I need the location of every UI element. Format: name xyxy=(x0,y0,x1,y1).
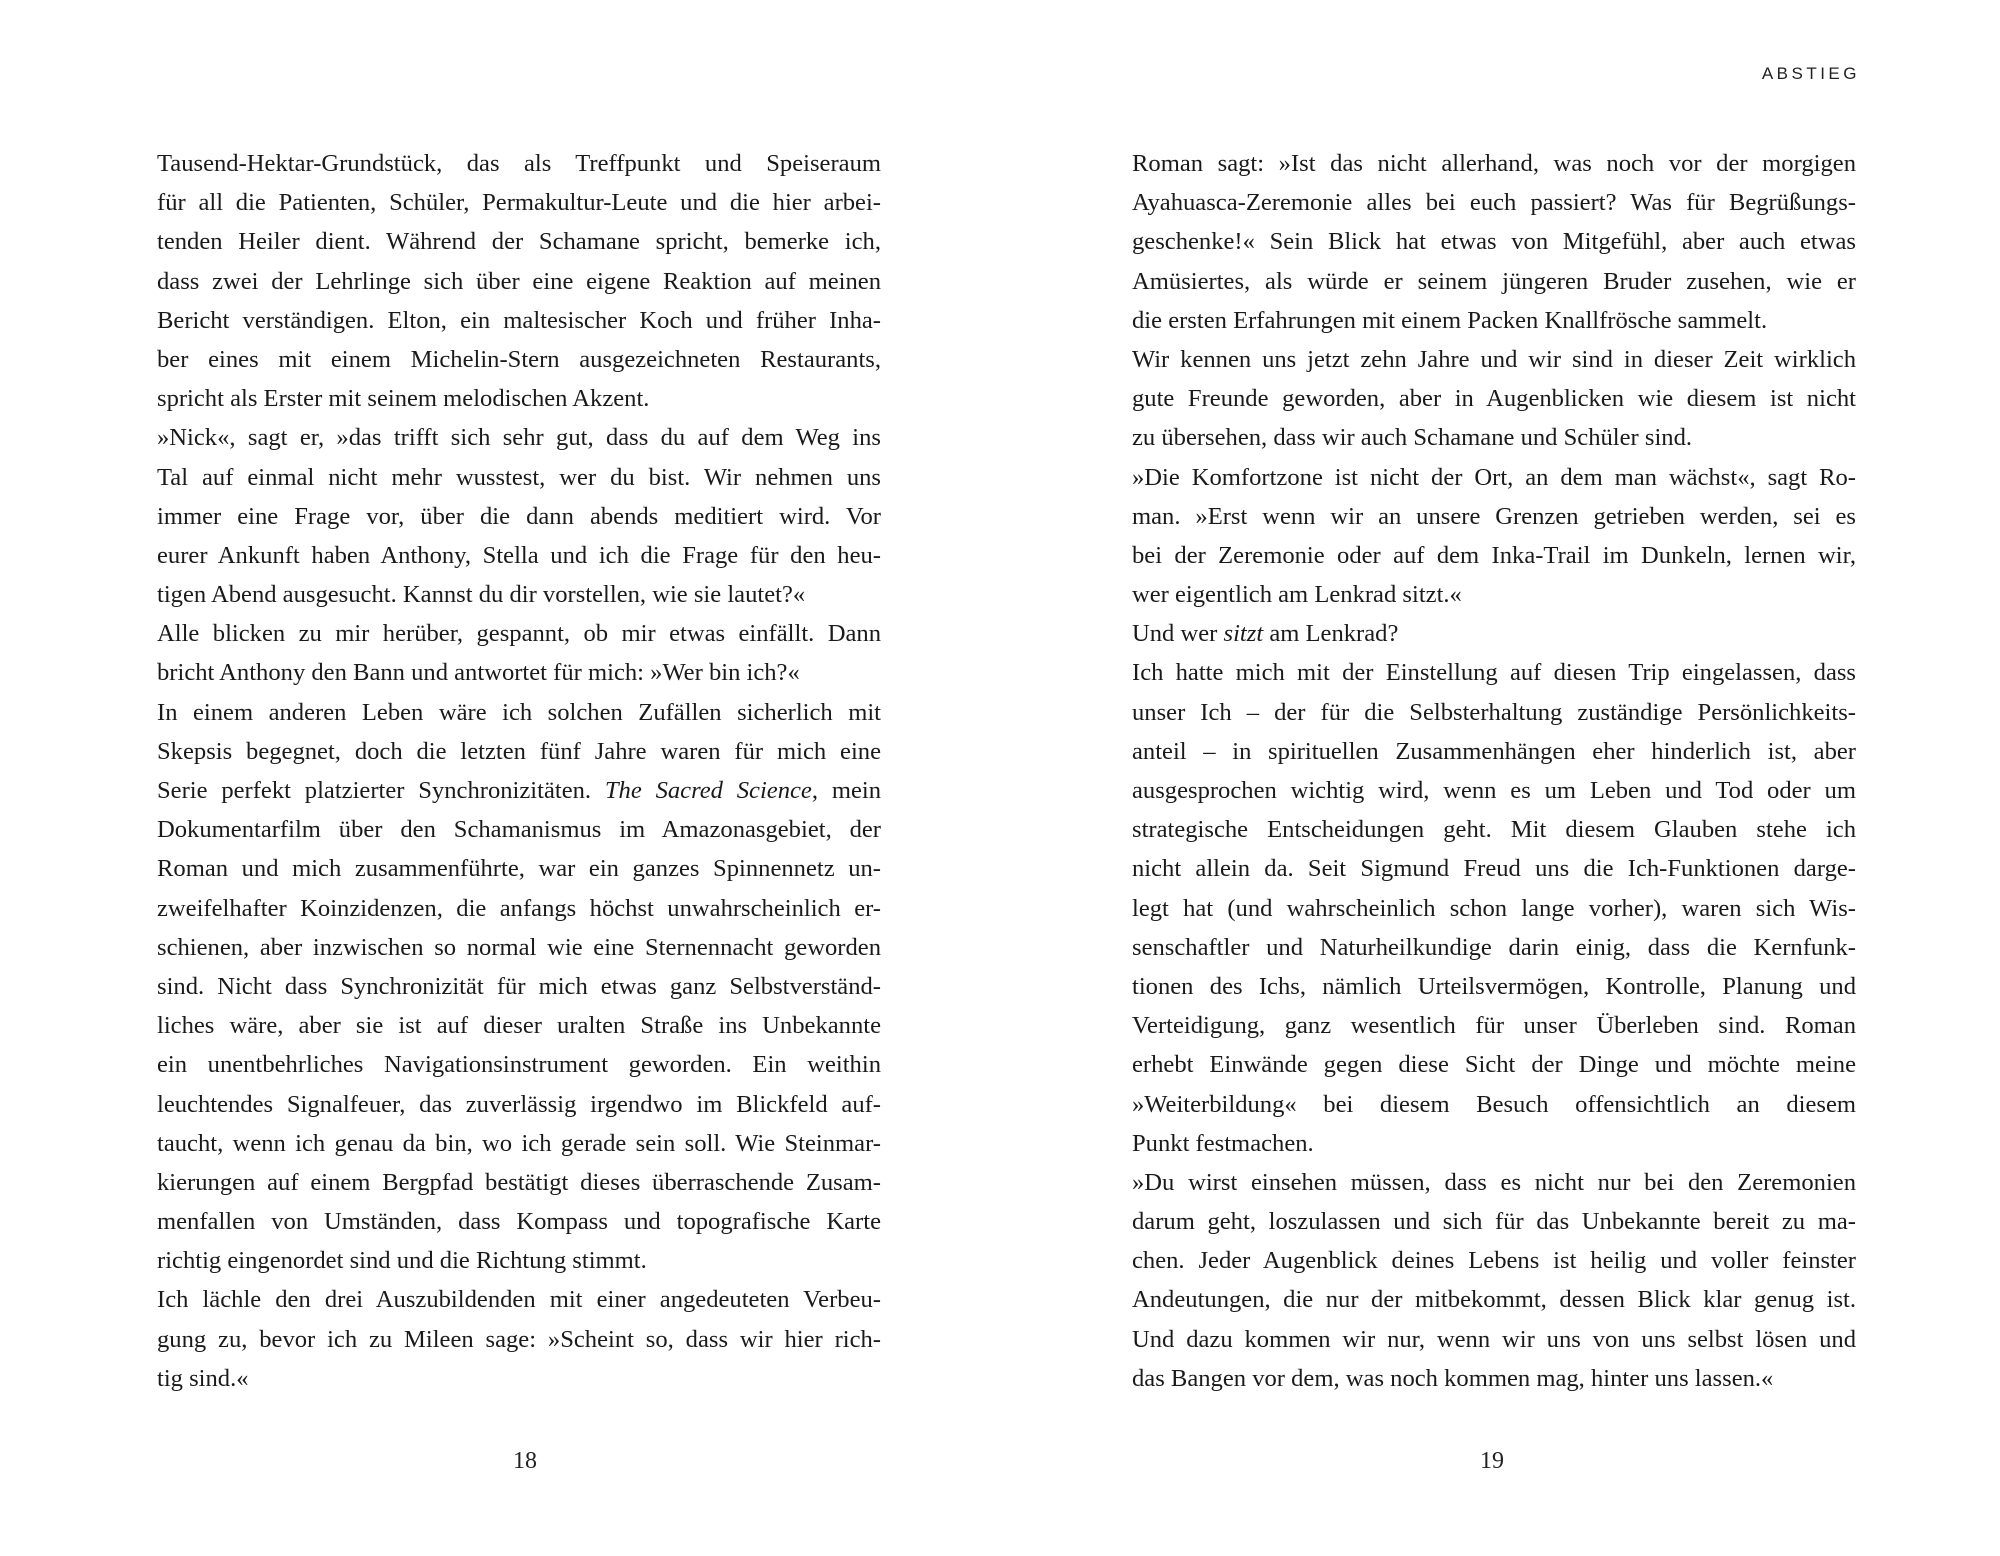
text-line: für all die Patienten, Schüler, Permakultur-Leute und die hier arbei- xyxy=(157,189,881,217)
text-line: richtig eingenordet sind und die Richtung stimmt. xyxy=(157,1247,647,1275)
text-line: ber eines mit einem Michelin-Stern ausgezeichneten Restaurants, xyxy=(157,345,881,373)
text-line: leuchtendes Signalfeuer, das zuverlässig irgendwo im Blickfeld auf- xyxy=(157,1090,881,1118)
text-line: taucht, wenn ich genau da bin, wo ich gerade sein soll. Wie Steinmar- xyxy=(157,1129,881,1157)
text-line: chen. Jeder Augenblick deines Lebens ist heilig und voller feinster xyxy=(1132,1247,1856,1275)
text-line: Ayahuasca-Zeremonie alles bei euch passiert? Was für Begrüßungs- xyxy=(1132,189,1856,217)
text-line: tigen Abend ausgesucht. Kannst du dir vorstellen, wie sie lautet?« xyxy=(157,581,806,609)
italic-text: sitzt xyxy=(1223,620,1264,648)
text-line xyxy=(1132,614,1856,653)
text-line: Alle blicken zu mir herüber, gespannt, ob mir etwas einfällt. Dann xyxy=(157,620,881,648)
text-segment: Serie perfekt platzierter Synchronizitäten. xyxy=(157,777,605,804)
text-line: Bericht verständigen. Elton, ein maltesischer Koch und früher Inha- xyxy=(157,306,881,334)
text-line: Roman sagt: »Ist das nicht allerhand, was noch vor der morgigen xyxy=(1132,150,1856,177)
text-line: Tal auf einmal nicht mehr wusstest, wer du bist. Wir nehmen uns xyxy=(157,463,881,491)
text-line: »Nick«, sagt er, »das trifft sich sehr gut, dass du auf dem Weg ins xyxy=(157,424,881,452)
text-segment: , mein xyxy=(811,777,881,804)
text-line: anteil – in spirituellen Zusammenhängen eher hinderlich ist, aber xyxy=(1132,737,1856,765)
text-line: Andeutungen, die nur der mitbekommt, dessen Blick klar genug ist. xyxy=(1132,1286,1856,1314)
text-line: liches wäre, aber sie ist auf dieser uralten Straße ins Unbekannte xyxy=(157,1012,881,1040)
text-line: zweifelhafter Koinzidenzen, die anfangs höchst unwahrscheinlich er- xyxy=(157,894,881,922)
text-line: tig sind.« xyxy=(157,1364,249,1392)
text-segment: am Lenkrad? xyxy=(1263,620,1399,648)
text-line: man. »Erst wenn wir an unsere Grenzen getrieben werden, sei es xyxy=(1132,502,1856,530)
text-line: Tausend-Hektar-Grundstück, das als Treffpunkt und Speiseraum xyxy=(157,150,881,177)
running-head: ABSTIEG xyxy=(1761,64,1860,83)
text-line: Wir kennen uns jetzt zehn Jahre und wir sind in dieser Zeit wirklich xyxy=(1132,345,1856,373)
text-line: tenden Heiler dient. Während der Schamane spricht, bemerke ich, xyxy=(157,228,881,256)
text-line: bei der Zeremonie oder auf dem Inka-Trail im Dunkeln, lernen wir, xyxy=(1132,541,1856,569)
text-line: geschenke!« Sein Blick hat etwas von Mitgefühl, aber auch etwas xyxy=(1132,228,1856,256)
text-line: eurer Ankunft haben Anthony, Stella und ich die Frage für den heu- xyxy=(157,541,881,569)
text-line: Punkt festmachen. xyxy=(1132,1129,1314,1157)
text-line: Ich lächle den drei Auszubildenden mit einer angedeuteten Verbeu- xyxy=(157,1286,881,1314)
text-line: gung zu, bevor ich zu Mileen sage: »Scheint so, dass wir hier rich- xyxy=(157,1325,881,1353)
text-line: In einem anderen Leben wäre ich solchen Zufällen sicherlich mit xyxy=(157,698,881,726)
text-line: nicht allein da. Seit Sigmund Freud uns die Ich-Funktionen darge- xyxy=(1132,855,1856,883)
text-line: bricht Anthony den Bann und antwortet für mich: »Wer bin ich?« xyxy=(157,659,800,687)
text-line: tionen des Ichs, nämlich Urteilsvermögen, Kontrolle, Planung und xyxy=(1132,972,1856,1000)
text-line: zu übersehen, dass wir auch Schamane und Schüler sind. xyxy=(1132,424,1693,452)
text-line: Amüsiertes, als würde er seinem jüngeren Bruder zusehen, wie er xyxy=(1132,267,1856,295)
text-line: gute Freunde geworden, aber in Augenblicken wie diesem ist nicht xyxy=(1132,385,1856,413)
text-line: Roman und mich zusammenführte, war ein ganzes Spinnennetz un- xyxy=(157,855,881,883)
left-page-text xyxy=(157,144,881,1398)
text-line: kierungen auf einem Bergpfad bestätigt dieses überraschende Zusam- xyxy=(157,1168,881,1196)
text-line: unser Ich – der für die Selbsterhaltung zuständige Persönlichkeits- xyxy=(1132,698,1856,726)
text-line: Verteidigung, ganz wesentlich für unser Überleben sind. Roman xyxy=(1132,1012,1856,1040)
text-line: das Bangen vor dem, was noch kommen mag, hinter uns lassen.« xyxy=(1132,1364,1774,1392)
text-segment: Und wer xyxy=(1132,620,1224,648)
text-line: »Die Komfortzone ist nicht der Ort, an dem man wächst«, sagt Ro- xyxy=(1132,463,1856,491)
text-line: immer eine Frage vor, über die dann abends meditiert wird. Vor xyxy=(157,502,881,530)
text-line: Skepsis begegnet, doch die letzten fünf Jahre waren für mich eine xyxy=(157,737,881,765)
left-page-number: 18 xyxy=(513,1448,537,1474)
text-line: »Weiterbildung« bei diesem Besuch offensichtlich an diesem xyxy=(1132,1090,1856,1118)
text-line: ausgesprochen wichtig wird, wenn es um Leben und Tod oder um xyxy=(1132,777,1856,804)
text-line: spricht als Erster mit seinem melodischen Akzent. xyxy=(157,385,650,413)
text-line: dass zwei der Lehrlinge sich über eine eigene Reaktion auf meinen xyxy=(157,267,881,295)
text-line: »Du wirst einsehen müssen, dass es nicht nur bei den Zeremonien xyxy=(1132,1168,1856,1196)
italic-text: The Sacred Science xyxy=(604,777,812,804)
text-line: sind. Nicht dass Synchronizität für mich etwas ganz Selbstverständ- xyxy=(157,972,881,1000)
text-line: Ich hatte mich mit der Einstellung auf diesen Trip eingelassen, dass xyxy=(1132,659,1856,687)
text-line: legt hat (und wahrscheinlich schon lange vorher), waren sich Wis- xyxy=(1132,894,1856,922)
text-line: Dokumentarfilm über den Schamanismus im Amazonasgebiet, der xyxy=(157,816,881,844)
text-line: erhebt Einwände gegen diese Sicht der Dinge und möchte meine xyxy=(1132,1051,1856,1079)
text-line: menfallen von Umständen, dass Kompass und topografische Karte xyxy=(157,1208,881,1236)
text-line: ein unentbehrliches Navigationsinstrument geworden. Ein weithin xyxy=(157,1051,881,1079)
text-line: die ersten Erfahrungen mit einem Packen Knallfrösche sammelt. xyxy=(1132,306,1768,334)
text-line: Und dazu kommen wir nur, wenn wir uns von uns selbst lösen und xyxy=(1132,1325,1856,1353)
text-line: senschaftler und Naturheilkundige darin einig, dass die Kernfunk- xyxy=(1132,933,1856,961)
text-line: schienen, aber inzwischen so normal wie eine Sternennacht geworden xyxy=(157,933,881,961)
text-line: wer eigentlich am Lenkrad sitzt.« xyxy=(1132,581,1462,609)
text-line xyxy=(157,771,881,810)
right-page-text xyxy=(1132,144,1856,1398)
text-line: darum geht, loszulassen und sich für das Unbekannte bereit zu ma- xyxy=(1132,1208,1856,1236)
right-page-number: 19 xyxy=(1480,1448,1504,1474)
text-line: strategische Entscheidungen geht. Mit diesem Glauben stehe ich xyxy=(1132,816,1856,844)
